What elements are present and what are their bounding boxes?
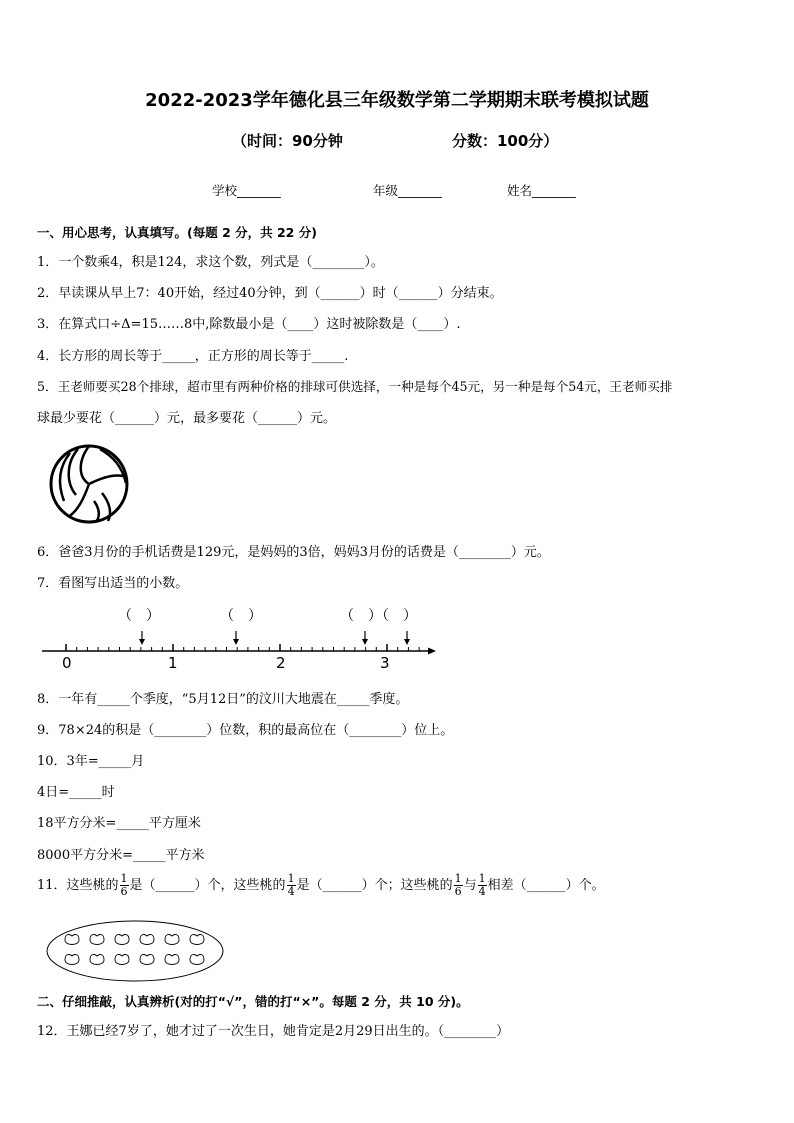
peaches-image	[44, 918, 226, 984]
peach-icon	[190, 955, 204, 965]
question-10a: 10．3年=_____月	[37, 754, 145, 769]
peach-icon	[90, 935, 104, 945]
q11-text-1: 11．这些桃的	[37, 878, 119, 893]
q11-text-2: 是（______）个，这些桃的	[129, 878, 286, 893]
number-line-blank-c: （ ）（ ）	[340, 608, 417, 624]
q11-text-5: 相差（______）个。	[487, 878, 605, 893]
fraction-one-fourth: $\frac{1}{4}$	[287, 872, 295, 898]
tick-label-2: 2	[276, 654, 286, 672]
grade-field: 年级_______	[373, 183, 442, 198]
school-field: 学校_______	[212, 183, 281, 198]
peach-icon	[140, 955, 154, 965]
name-field: 姓名_______	[507, 183, 576, 198]
number-line	[40, 625, 440, 655]
arrow-down-icon	[233, 631, 239, 645]
number-line-blank-a: （ ）	[118, 608, 160, 624]
peach-icon	[165, 935, 179, 945]
tick-label-3: 3	[380, 654, 390, 672]
peach-icon	[165, 955, 179, 965]
question-6: 6．爸爸3月份的手机话费是129元，是妈妈的3倍，妈妈3月份的话费是（________）元。	[37, 545, 550, 560]
question-5-line1: 5．王老师要买28个排球，超市里有两种价格的排球可供选择，一种是每个45元，另一种是每个54元，王老师买排	[37, 379, 673, 394]
exam-score: 分数：100分）	[452, 132, 559, 150]
question-5-line2: 球最少要花（______）元，最多要花（______）元。	[37, 411, 337, 426]
question-8: 8．一年有_____个季度，“5月12日”的汶川大地震在_____季度。	[37, 692, 409, 707]
question-11	[37, 870, 605, 902]
peach-icon	[190, 935, 204, 945]
peach-icon	[115, 955, 129, 965]
section1-heading: 一、用心思考，认真填写。(每题 2 分，共 22 分)	[37, 225, 317, 240]
peach-icon	[65, 955, 79, 965]
page-title: 2022-2023学年德化县三年级数学第二学期期末联考模拟试题	[145, 90, 649, 111]
question-10c: 18平方分米=_____平方厘米	[37, 816, 201, 831]
fraction-one-fourth: $\frac{1}{4}$	[478, 872, 486, 898]
volleyball-image	[48, 443, 130, 525]
peach-icon	[90, 955, 104, 965]
arrow-down-icon	[139, 631, 145, 645]
peach-icon	[115, 935, 129, 945]
number-line-blank-b: （ ）	[220, 608, 262, 624]
peach-icon	[65, 935, 79, 945]
question-1: 1．一个数乘4，积是124，求这个数，列式是（________）。	[37, 255, 384, 270]
question-4: 4．长方形的周长等于_____，正方形的周长等于_____.	[37, 349, 349, 364]
question-10d: 8000平方分米=_____平方米	[37, 848, 205, 863]
question-9: 9．78×24的积是（________）位数，积的最高位在（________）位上。	[37, 723, 454, 738]
peach-icon	[140, 935, 154, 945]
fraction-one-sixth: $\frac{1}{6}$	[454, 872, 462, 898]
section2-heading: 二、仔细推敲，认真辨析(对的打“√”，错的打“×”。每题 2 分，共 10 分)。	[37, 994, 469, 1009]
question-10b: 4日=_____时	[37, 785, 115, 800]
fraction-one-sixth: $\frac{1}{6}$	[120, 872, 128, 898]
question-7: 7．看图写出适当的小数。	[37, 576, 189, 591]
question-12: 12．王娜已经7岁了，她才过了一次生日，她肯定是2月29日出生的。（________）	[37, 1024, 510, 1039]
exam-time: （时间：90分钟	[232, 132, 343, 150]
tick-label-0: 0	[62, 654, 72, 672]
arrow-down-icon	[362, 631, 368, 645]
question-2: 2．早读课从早上7：40开始，经过40分钟，到（______）时（______）分结束。	[37, 286, 503, 301]
q11-text-3: 是（______）个；这些桃的	[296, 878, 453, 893]
tick-label-1: 1	[168, 654, 178, 672]
arrow-down-icon	[404, 631, 410, 645]
question-3: 3．在算式口÷Δ=15……8中,除数最小是（____）这时被除数是（____）.	[37, 317, 461, 332]
q11-text-4: 与	[463, 878, 477, 893]
